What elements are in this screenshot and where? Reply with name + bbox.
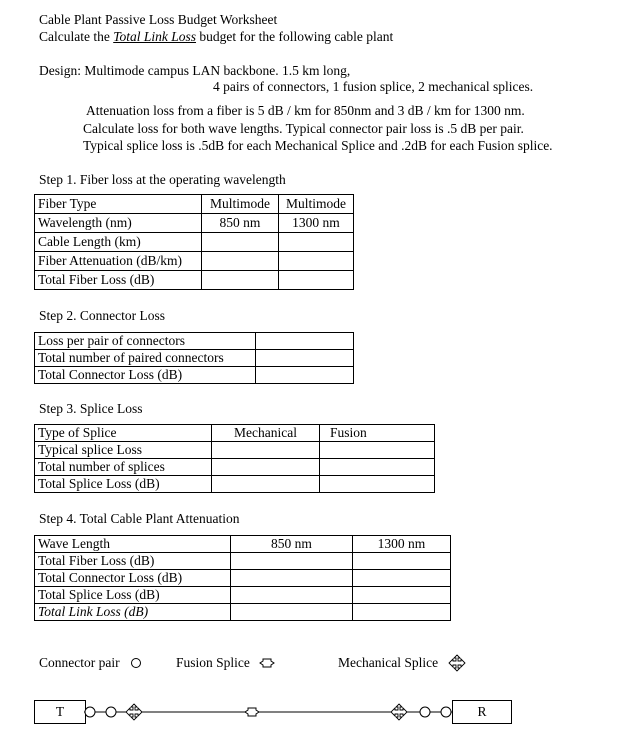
connector-pair-icon [420, 707, 430, 717]
page-title: Cable Plant Passive Loss Budget Worksheet [39, 12, 278, 27]
step4-heading: Step 4. Total Cable Plant Attenuation [39, 511, 240, 526]
table-row [35, 553, 451, 570]
transmitter-label: T [55, 704, 65, 719]
table-cell: Total Connector Loss (dB) [35, 570, 231, 587]
connector-pair-icon [441, 707, 451, 717]
subtitle-emphasis: Total Link Loss [113, 29, 197, 44]
table-row [35, 476, 435, 493]
table-row [35, 442, 435, 459]
table-row [35, 252, 354, 271]
input-cell[interactable] [202, 271, 279, 290]
table-row [35, 233, 354, 252]
table-cell: Cable Length (km) [35, 233, 202, 252]
table-cell: Total Splice Loss (dB) [35, 587, 231, 604]
connector-pair-icon [85, 707, 95, 717]
input-cell[interactable] [279, 271, 354, 290]
input-cell[interactable] [279, 252, 354, 271]
receiver-label: R [477, 704, 487, 719]
legend-connector-label: Connector pair [39, 655, 120, 670]
input-cell[interactable] [320, 442, 435, 459]
receiver-box [452, 700, 512, 724]
table-cell: Total Fiber Loss (dB) [35, 553, 231, 570]
input-cell[interactable] [279, 233, 354, 252]
legend-mechanical-label: Mechanical Splice [338, 655, 439, 670]
table-cell: Fusion [320, 425, 435, 442]
input-cell[interactable] [231, 570, 353, 587]
table-cell: Fiber Attenuation (dB/km) [35, 252, 202, 271]
step2-heading: Step 2. Connector Loss [39, 308, 165, 323]
input-cell[interactable] [320, 459, 435, 476]
total-attenuation-table [34, 535, 451, 621]
input-cell[interactable] [320, 476, 435, 493]
mechanical-splice-icon [126, 704, 142, 720]
table-cell: Typical splice Loss [35, 442, 212, 459]
input-cell[interactable] [353, 604, 451, 621]
design-line-2: 4 pairs of connectors, 1 fusion splice, 2 mechanical splices. [213, 79, 534, 94]
splice-loss-table [34, 424, 435, 493]
table-row [35, 350, 354, 367]
table-cell: 1300 nm [279, 214, 354, 233]
table-cell: Wave Length [35, 536, 231, 553]
design-line-1: Design: Multimode campus LAN backbone. 1.5 km long, [39, 63, 351, 78]
step1-heading: Step 1. Fiber loss at the operating wavelength [39, 172, 286, 187]
note-line-3: Typical splice loss is .5dB for each Mechanical Splice and .2dB for each Fusion splice. [83, 138, 553, 153]
input-cell[interactable] [231, 604, 353, 621]
table-row [35, 459, 435, 476]
fusion-splice-icon [245, 708, 259, 716]
step3-heading: Step 3. Splice Loss [39, 401, 143, 416]
table-cell: Multimode [279, 195, 354, 214]
connector-pair-icon [106, 707, 116, 717]
subtitle-post: budget for the following cable plant [196, 29, 394, 44]
connector-loss-table [34, 332, 354, 384]
table-row [35, 195, 354, 214]
table-cell: Total Connector Loss (dB) [35, 367, 256, 384]
input-cell[interactable] [231, 553, 353, 570]
input-cell[interactable] [212, 442, 320, 459]
table-cell: Total Fiber Loss (dB) [35, 271, 202, 290]
mechanical-splice-icon [391, 704, 407, 720]
fiber-loss-table [34, 194, 354, 290]
subtitle-pre: Calculate the [39, 29, 114, 44]
input-cell[interactable] [256, 367, 354, 384]
table-cell: Mechanical [212, 425, 320, 442]
input-cell[interactable] [353, 553, 451, 570]
table-row [35, 604, 451, 621]
table-row [35, 367, 354, 384]
transmitter-box [34, 700, 86, 724]
input-cell[interactable] [231, 587, 353, 604]
cable-plant-diagram [84, 700, 454, 726]
table-row [35, 333, 354, 350]
table-row [35, 214, 354, 233]
table-row [35, 271, 354, 290]
input-cell[interactable] [256, 333, 354, 350]
table-cell: Wavelength (nm) [35, 214, 202, 233]
table-cell: 850 nm [231, 536, 353, 553]
table-cell: Total Splice Loss (dB) [35, 476, 212, 493]
table-cell: Loss per pair of connectors [35, 333, 256, 350]
input-cell[interactable] [256, 350, 354, 367]
input-cell[interactable] [212, 476, 320, 493]
table-row [35, 425, 435, 442]
table-cell: Type of Splice [35, 425, 212, 442]
table-row [35, 570, 451, 587]
table-cell: Total number of paired connectors [35, 350, 256, 367]
input-cell[interactable] [212, 459, 320, 476]
table-cell: Multimode [202, 195, 279, 214]
input-cell[interactable] [353, 587, 451, 604]
connector-pair-icon [130, 657, 142, 669]
input-cell[interactable] [202, 252, 279, 271]
table-cell: Total number of splices [35, 459, 212, 476]
fusion-splice-icon [259, 655, 275, 671]
note-line-1: Attenuation loss from a fiber is 5 dB / km for 850nm and 3 dB / km for 1300 nm. [86, 103, 525, 118]
table-cell: 850 nm [202, 214, 279, 233]
table-row [35, 587, 451, 604]
table-row [35, 536, 451, 553]
legend-fusion-label: Fusion Splice [176, 655, 250, 670]
table-cell: Fiber Type [35, 195, 202, 214]
table-cell: Total Link Loss (dB) [35, 604, 231, 621]
mechanical-splice-icon [448, 654, 466, 672]
note-line-2: Calculate loss for both wave lengths. Typical connector pair loss is .5 dB per pair. [83, 121, 524, 136]
table-cell: 1300 nm [353, 536, 451, 553]
page-subtitle [39, 29, 393, 45]
input-cell[interactable] [353, 570, 451, 587]
input-cell[interactable] [202, 233, 279, 252]
